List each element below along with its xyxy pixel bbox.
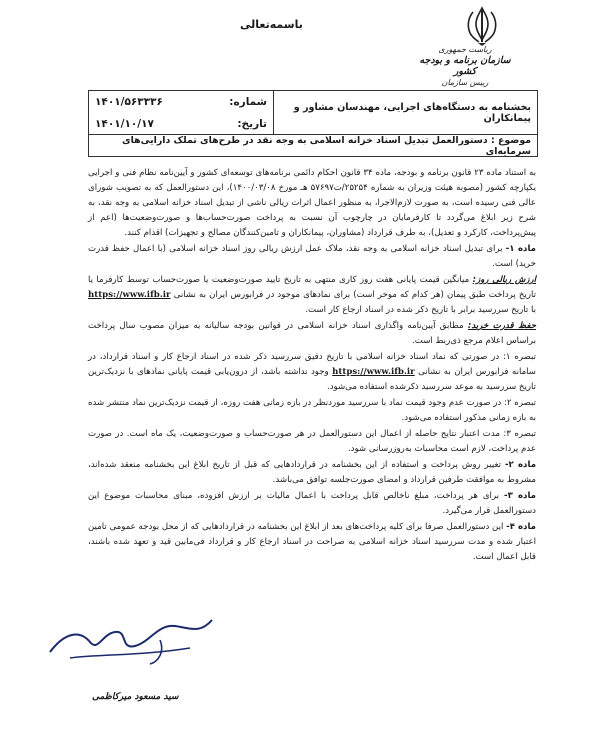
- letter-meta-box: [88, 90, 274, 135]
- article-3: [88, 489, 536, 519]
- date-label: تاریخ:: [237, 118, 267, 130]
- article-4-text: این دستورالعمل صرفا برای کلیه پرداخت‌های بعد از ابلاغ این بخشنامه در قراردادهایی که از محل بودجه عمومی تامین اعتبار شده و مدت سررسید اسناد خزانه اسلامی به صراحت در اسناد ارجاع کار و قرارداد فی‌مابین قید و تعهد شده باشند، قابل اعمال است.: [88, 522, 536, 562]
- intro-paragraph: به استناد ماده ۲۳ قانون برنامه و بودجه، ماده ۳۴ قانون احکام دائمی برنامه‌های توسعه‌ای کشور و آیین‌نامه نظام فنی و اجرایی یکپارچه کشور (مصوبه هیئت وزیران به شماره ۲۵۲۵۴/ت۵۷۶۹۷ هـ مورخ ۱۴۰۰/۰۳/۰۸)، این دستورالعمل که به تصویب شورای عالی فنی رسیده است، به صورت لازم‌الاجرا، به منظور اعمال اثرات ریالی ناشی از تبدیل اسناد خزانه اسلامی به وجه نقد، به شرح زیر ابلاغ می‌گردد تا کارفرمایان در چارچوب آن نسبت به پرداخت صورت‌حساب‌ها و صورت‌وضعیت‌ها (اعم از پیش‌پرداخت، کارکرد و تعدیل)، به طرف قرارداد (مشاوران، پیمانکاران و تامین‌کنندگان مصالح و تجهیزات) اقدام کنند.: [88, 168, 536, 238]
- org-line-organization: سازمان برنامه و بودجه کشور: [419, 55, 511, 77]
- definition-daily-value-text: میانگین قیمت پایانی هفت روز کاری منتهی به تاریخ تایید صورت‌وضعیت یا صورت‌حساب توسط کارفرما یا تاریخ پرداخت طبق پیمان (هر کدام که موخر است) برای نمادهای موجود در فرابورس ایران به نشانی: [88, 275, 537, 300]
- number-label: شماره:: [229, 96, 267, 108]
- letter-body: [88, 166, 536, 566]
- note-1: [88, 350, 536, 395]
- org-line-presidency: ریاست جمهوری: [438, 45, 492, 54]
- definition-purchasing-power-text: مطابق آیین‌نامه واگذاری اسناد خزانه اسلامی در قوانین بودجه سالیانه به میزان مصوب سال پرداخت براساس اعلام مرجع ذی‌ربط است.: [88, 321, 536, 346]
- article-1-label: ماده ۱-: [505, 244, 536, 254]
- definition-daily-value: [88, 273, 536, 318]
- definition-purchasing-power: [88, 319, 536, 349]
- ifb-link[interactable]: https://www.ifb.ir: [88, 290, 171, 300]
- signatory-name: سید مسعود میرکاظمی: [92, 692, 179, 702]
- note-1-text-b: وجود نداشته باشد، از درون‌یابی قیمت پایانی نمادهای با نزدیک‌ترین تاریخ سررسید به موعد سررسید ذکرشده استفاده می‌شود.: [88, 367, 536, 392]
- article-3-text: برای هر پرداخت، مبلغ ناخالص قابل پرداخت با اعمال مالیات بر ارزش افزوده، مبنای محاسبات موضوع این دستورالعمل قرار می‌گیرد.: [88, 491, 536, 516]
- note-1-text-a: تبصره ۱: در صورتی که نماد اسناد خزانه اسلامی با تاریخ دقیق سررسید ذکر شده در اسناد ارجاع کار و اسناد قرارداد، در سامانه فرابورس ایران به نشانی: [88, 352, 536, 377]
- note-3: تبصره ۳: مدت اعتبار نتایج حاصله از اعمال این دستورالعمل در هر صورت‌حساب و صورت‌وضعیت، یک ماه است. در صورت عدم پرداخت، لازم است محاسبات به‌روزرسانی شود.: [88, 429, 537, 454]
- number-row: [89, 91, 273, 113]
- article-4-label: ماده ۴-: [506, 522, 536, 532]
- definition-daily-value-tail: با تاریخ سررسید برابر با تاریخ ذکر شده در اسناد ارجاع کار است.: [305, 305, 536, 315]
- iran-emblem-icon: [459, 6, 505, 46]
- article-2-text: تغییر روش پرداخت و استفاده از این بخشنامه در قراردادهایی که قبل از تاریخ ابلاغ این بخشنامه منعقد شده‌اند، مشروط به موافقت طرفین قرارداد و امضای صورت‌جلسه توافق می‌باشد.: [88, 460, 536, 485]
- article-2: [88, 458, 536, 488]
- note-2: تبصره ۲: در صورت عدم وجود قیمت نماد با سررسید موردنظر در بازه زمانی هفت روزه، از قیمت نزدیک‌ترین نماد منتشر شده به بازه زمانی مذکور استفاده می‌شود.: [88, 398, 536, 423]
- definition-daily-value-label: ارزش ریالی روز:: [472, 275, 537, 285]
- article-1-text: برای تبدیل اسناد خزانه اسلامی به وجه نقد، ملاک عمل ارزش ریالی روز اسناد خزانه اسلامی (با اعمال حفظ قدرت خرید) است.: [88, 244, 536, 269]
- subject-line: موضوع : دستورالعمل تبدیل اسناد خزانه اسلامی به وجه نقد در طرح‌های تملک دارایی‌های سرمایه‌ای: [88, 135, 538, 157]
- date-row: [89, 113, 273, 135]
- article-3-label: ماده ۳-: [503, 491, 536, 501]
- ifb-link-2[interactable]: https://www.ifb.ir: [332, 367, 415, 377]
- page-heading: باسمه‌تعالی: [240, 18, 303, 31]
- definition-purchasing-power-label: حفظ قدرت خرید:: [467, 321, 537, 331]
- org-line-head: رییس سازمان: [441, 78, 489, 87]
- article-2-label: ماده ۲-: [504, 460, 537, 470]
- date-value: ۱۴۰۱/۱۰/۱۷: [95, 118, 154, 130]
- number-value: ۱۴۰۱/۵۶۳۳۳۶: [95, 96, 163, 108]
- handwritten-signature: [40, 612, 220, 672]
- organization-block: [410, 44, 520, 88]
- addressee: بخشنامه به دستگاه‌های اجرایی، مهندسان مشاور و پیمانکاران: [274, 90, 538, 135]
- article-4: [88, 520, 536, 565]
- article-1: [88, 242, 536, 272]
